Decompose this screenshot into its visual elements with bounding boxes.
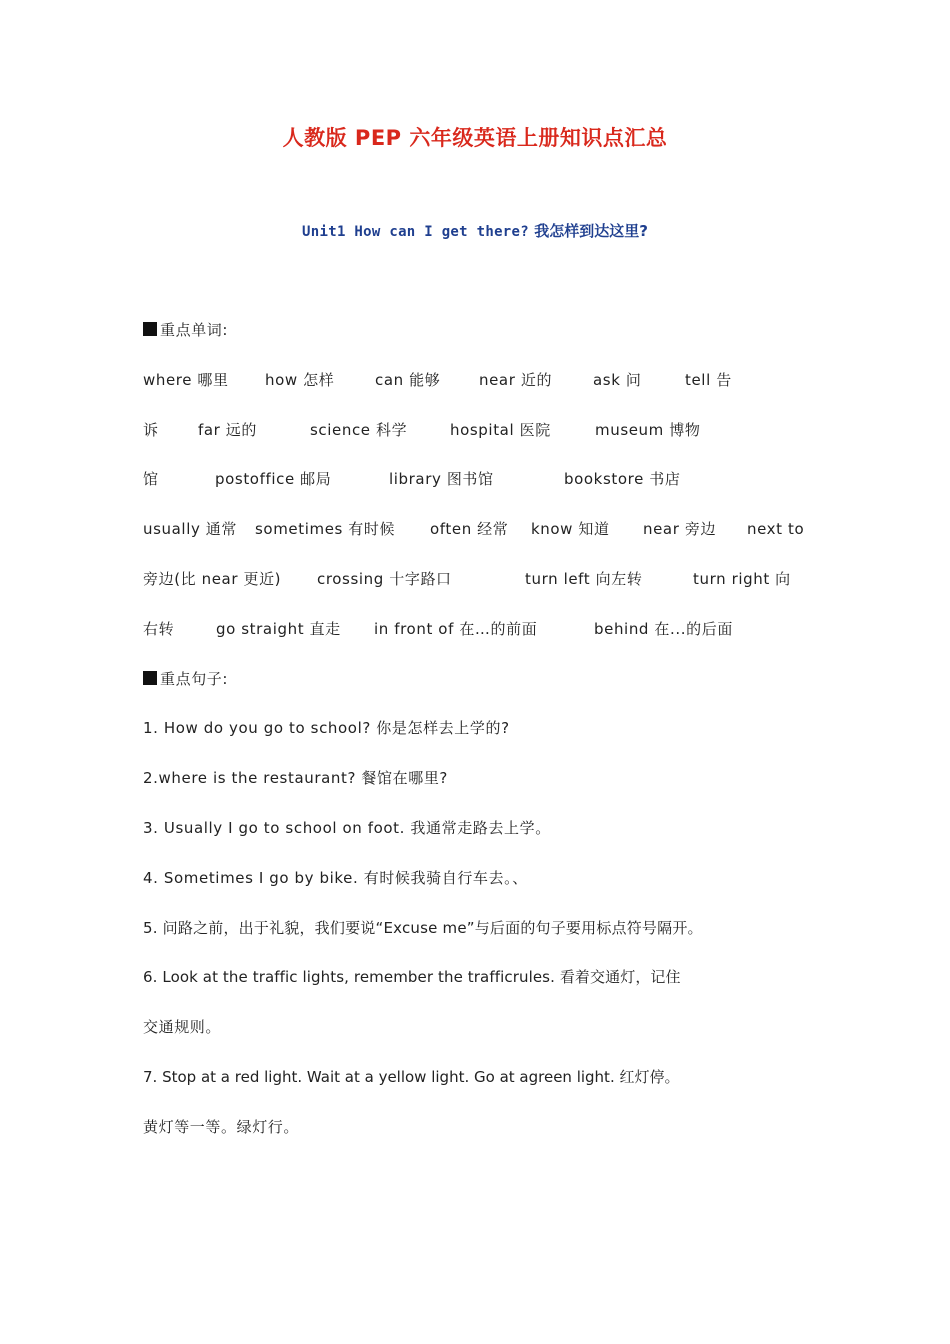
vocab-word: 右转 — [143, 619, 175, 638]
vocab-word: sometimes 有时候 — [255, 520, 396, 539]
sentence-line: 7. Stop at a red light. Wait at a yellow light. Go at agreen light. 红灯停。 — [143, 1067, 680, 1086]
sentence-line: 1. How do you go to school? 你是怎样去上学的? — [143, 719, 510, 738]
sentence-line: 黄灯等一等。绿灯行。 — [143, 1117, 300, 1136]
vocab-word: science 科学 — [310, 420, 408, 439]
vocab-word: 诉 — [143, 420, 159, 439]
vocab-word: 馆 — [143, 470, 159, 489]
vocab-word: in front of 在…的前面 — [374, 619, 538, 638]
vocab-line-6 — [143, 615, 813, 665]
sentence-line: 5. 问路之前，出于礼貌，我们要说“Excuse me”与后面的句子要用标点符号隔开。 — [143, 918, 703, 937]
vocab-word: next to — [747, 520, 805, 539]
sentence-line: 2.where is the restaurant? 餐馆在哪里? — [143, 769, 448, 788]
vocab-word: turn left 向左转 — [525, 569, 643, 588]
vocab-word: often 经常 — [430, 520, 509, 539]
vocab-word: crossing 十字路口 — [317, 569, 452, 588]
vocab-word: 旁边(比 near 更近) — [143, 569, 282, 588]
vocab-word: turn right 向 — [693, 569, 791, 588]
vocab-word: know 知道 — [531, 520, 610, 539]
vocab-heading-text: 重点单词: — [160, 321, 229, 339]
unit-title — [0, 220, 950, 241]
vocab-line-5 — [143, 565, 813, 615]
vocab-word: behind 在...的后面 — [594, 619, 733, 638]
sentence-line: 交通规则。 — [143, 1018, 222, 1037]
vocab-word: go straight 直走 — [216, 619, 341, 638]
vocab-word: museum 博物 — [595, 420, 701, 439]
sentence-heading — [143, 665, 813, 715]
vocab-heading — [143, 316, 813, 366]
vocab-word: bookstore 书店 — [564, 470, 681, 489]
square-bullet-icon — [143, 322, 157, 336]
vocab-line-4 — [143, 515, 813, 565]
unit-title-chinese: 我怎样到达这里? — [534, 222, 648, 240]
vocab-line-1 — [143, 366, 813, 416]
document-title: 人教版 PEP 六年级英语上册知识点汇总 — [282, 126, 668, 150]
vocab-word: tell 告 — [685, 370, 732, 389]
vocab-word: far 远的 — [198, 420, 258, 439]
vocab-word: where 哪里 — [143, 370, 229, 389]
vocab-word: near 近的 — [479, 370, 553, 389]
square-bullet-icon — [143, 671, 157, 685]
vocab-word: library 图书馆 — [389, 470, 494, 489]
sentence-line: 6. Look at the traffic lights, remember the trafficrules. 看着交通灯，记住 — [143, 968, 681, 987]
vocab-word: how 怎样 — [265, 370, 335, 389]
document-body — [143, 316, 813, 1163]
vocab-word: ask 问 — [593, 370, 642, 389]
sentence-line: 4. Sometimes I go by bike. 有时候我骑自行车去。、 — [143, 868, 528, 887]
vocab-line-3 — [143, 465, 813, 515]
vocab-word: usually 通常 — [143, 520, 238, 539]
vocab-word: near 旁边 — [643, 520, 717, 539]
vocab-word: can 能够 — [375, 370, 441, 389]
vocab-word: postoffice 邮局 — [215, 470, 332, 489]
unit-title-english: Unit1 How can I get there? — [302, 224, 529, 240]
vocab-word: hospital 医院 — [450, 420, 551, 439]
sentence-heading-text: 重点句子: — [160, 669, 229, 688]
vocab-line-2 — [143, 416, 813, 466]
sentence-line: 3. Usually I go to school on foot. 我通常走路去上学。 — [143, 818, 551, 837]
